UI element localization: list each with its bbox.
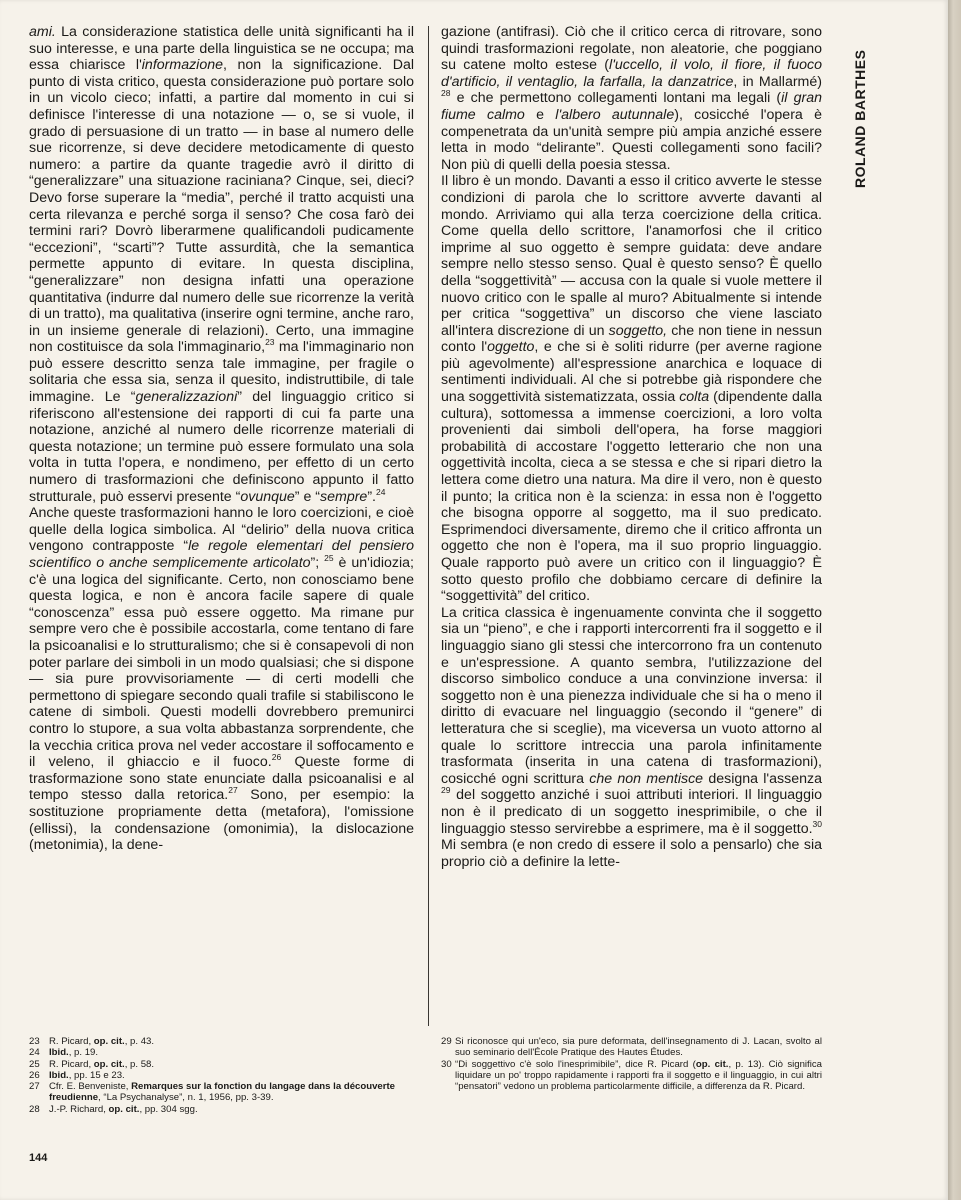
footnote: [29, 1104, 414, 1115]
italic-text: le regole elementari del pensiero scientifico o anche semplicemente articolato: [29, 538, 415, 571]
text-run: , p. 58.: [124, 1058, 155, 1070]
footnotes-right: [441, 1036, 822, 1092]
text-run: Anche queste trasformazioni hanno le loro coercizioni, e cioè quelle della logica simbolica. Al “delirio” della nuova critica vengono contrapposte “: [29, 505, 414, 555]
text-run: La critica classica è ingenuamente convinta che il soggetto sia un “pieno”, e che i rapporti intercorrenti fra il soggetto e il linguaggio siano gli stessi che intercorrono fra un contenuto e un'espressione. A quanto sembra, l'utilizzazione del discorso simbolico conduce a una convinzione inversa: il soggetto non è una pienezza individuale che si ha o meno il diritto di evacuare nel linguaggio (secondo il “genere” di letteratura che si sceglie), ma viceversa un vuoto attorno al quale lo scrittore intreccia una parola infinitamente trasformata (inserita in una catena di trasformazioni), cosicché ogni scrittura: [441, 604, 822, 787]
italic-text: generalizzazioni: [135, 389, 238, 406]
italic-text: ovunque: [240, 488, 295, 505]
text-run: è un'idiozia; c'è una logica del significante. Certo, non conosciamo bene questa logica, e non è ancora facile sapere di quale “conoscenza” essa può essere oggetto. Ma rimane pur sempre vero che è possibile accostarla, come tentano di fare la psicoanalisi e lo strutturalismo; che si è consapevoli di non poter parlare dei simboli in un modo qualsiasi; che si dispone — sia pure provvisoriamente — di certi modelli che permettono di spiegare secondo quali trafile si stabiliscono le catene di simboli. Questi modelli dovrebbero premunirci contro lo stupore, a sua volta abbastanza sorprendente, che la vecchia critica prova nel veder accostare il soffocamento e il veleno, il ghiaccio e il fuoco.: [29, 555, 414, 771]
text-run: che non tiene in nessun conto l': [441, 322, 823, 356]
italic-text: soggetto,: [608, 322, 668, 339]
text-run: designa l'assenza: [703, 770, 822, 787]
text-run: La considerazione statistica delle unità significanti ha il suo interesse, e una parte della linguistica se ne occupa; ma essa chiarisce l': [29, 24, 414, 74]
bold-text: Remarques sur la fonction du langage dans la découverte freudienne: [49, 1081, 396, 1104]
italic-text: il gran fiume calmo: [441, 90, 822, 123]
footnote-number: 23: [29, 1036, 40, 1047]
left-text-column: [29, 24, 414, 854]
footnote: [29, 1081, 414, 1104]
text-run: “Di soggettivo c'è solo l'inesprimibile”, dice R. Picard (: [455, 1058, 696, 1070]
footnote-ref: 23: [265, 337, 275, 348]
text-run: , non la significazione. Dal punto di vista critico, questa considerazione può portare solo in un vicolo cieco; infatti, a partire dal momento in cui si definisce l'interesse di una notazione — o, se si vuole, il grado di persuasione di un tratto — in base al numero delle sue ricorrenze, si deve decidere metodicamente di questo numero: a partire da quante tragedie avrò il diritto di “generalizzare” una situazione raciniana? Cinque, sei, dieci? Devo forse superare la “media”, perché il tratto acquisti una certa rilevanza e perché sorga il senso? Che cosa farò dei termini rari? Dovrò liberarmene qualificandoli pudicamente “eccezioni”, “scarti”? Tutte assurdità, che la semantica permette appunto di evitare. In questa disciplina, “generalizzare” non designa infatti una operazione quantitativa (indurre dal numero delle sue ricorrenze la verità di un tratto), ma qualitativa (inserire ogni termine, anche raro, in un insieme generale di relazioni). Certo, una immagine non costituisce da sola l'immaginario,: [29, 57, 414, 356]
footnote-number: 30: [441, 1058, 452, 1070]
text-run: J.-P. Richard,: [49, 1103, 109, 1115]
text-run: , “La Psychanalyse”, n. 1, 1956, pp. 3-39.: [98, 1092, 274, 1104]
footnote-number: 25: [29, 1058, 40, 1070]
footnote-text: [455, 1036, 822, 1059]
footnote-ref: 24: [376, 486, 386, 497]
page-number: 144: [29, 1152, 48, 1164]
text-run: Il libro è un mondo. Davanti a esso il critico avverte le stesse condizioni di parola che lo scrittore avverte davanti al mondo. Arriviamo qui alla terza coercizione della critica. Come quella dello scrittore, l'anamorfosi che il critico imprime al suo oggetto è sempre guidata: deve andare sempre nello stesso senso. Qual è questo senso? È quello della “soggettività” — accusa con la quale si vuole mettere il nuovo critico con le spalle al muro? Abitualmente si intende per critica “soggettiva” un discorso che viene lasciato all'intera discrezione di un: [441, 173, 822, 339]
text-run: , p. 19.: [68, 1047, 99, 1059]
footnote-ref: 25: [324, 553, 334, 563]
text-run: Queste forme di trasformazione sono state enunciate dalla psicoanalisi e al tempo stesso dalla retorica.: [29, 754, 414, 804]
footnote-number: 28: [29, 1103, 40, 1115]
italic-text: informazione: [141, 57, 224, 74]
text-run: R. Picard,: [49, 1058, 94, 1070]
footnote-text: [49, 1104, 414, 1115]
footnote-number: 26: [29, 1069, 40, 1081]
bold-text: op. cit.: [695, 1058, 729, 1070]
text-run: , pp. 15 e 23.: [68, 1069, 125, 1081]
right-text-column: [441, 24, 822, 870]
footnote: [29, 1059, 414, 1070]
italic-text: l'uccello, il volo, il fiore, il fuoco d'artificio, il ventaglio, la farfalla, la danzatrice: [441, 57, 822, 90]
paragraph: [29, 505, 414, 853]
text-run: Cfr. E. Benveniste,: [49, 1081, 132, 1093]
bold-text: Ibid.: [49, 1069, 69, 1081]
text-run: ”;: [310, 555, 325, 571]
text-run: ), cosicché l'opera è compenetrata da un'unità sempre più ampia anziché essere letta in modo “delirante”. Questi collegamenti sono facili? Non più di quelli della poesia stessa.: [441, 106, 822, 173]
footnote: [29, 1036, 414, 1047]
footnote-ref: 28: [441, 88, 451, 99]
text-run: Sono, per esempio: la sostituzione propriamente detta (metafora), l'omissione (ellissi), la condensazione (omonimia), la dislocazione (metonimia), la dene-: [29, 787, 414, 854]
bold-text: Ibid.: [49, 1047, 69, 1059]
italic-text: l'albero autunnale: [555, 106, 675, 123]
text-run: , p. 13). Ciò significa liquidare un po' troppo rapidamente i rapporti fra il soggetto e il linguaggio, in cui altri “pensatori” vedono un problema particolarmente difficile, a differenza da R. Picard.: [455, 1058, 822, 1093]
footnote: [441, 1036, 822, 1059]
bold-text: op. cit.: [93, 1058, 125, 1070]
footnote: [29, 1070, 414, 1081]
text-run: , in Mallarmé): [733, 73, 822, 90]
footnote-number: 27: [29, 1081, 40, 1093]
footnote-ref: 26: [271, 752, 282, 763]
italic-text: che non mentisce: [589, 770, 704, 787]
footnote-ref: 30: [812, 818, 822, 829]
footnote-number: 29: [441, 1036, 452, 1047]
text-run: Si riconosce qui un'eco, sia pure deformata, dell'insegnamento di J. Lacan, svolto al suo seminario dell'École Pratique des Hautes Études.: [455, 1036, 822, 1059]
footnote-text: [49, 1070, 414, 1081]
text-run: , pp. 304 sgg.: [139, 1103, 198, 1115]
text-run: ma l'immaginario non può essere descritto senza tale immagine, per fragile o solitaria che essa sia, senza il quesito, indistruttibile, di tale immagine. Le “: [29, 339, 414, 406]
footnote-text: [49, 1081, 414, 1104]
footnote-text: [49, 1059, 414, 1070]
text-run: , p. 43.: [124, 1036, 155, 1047]
running-head-author: ROLAND BARTHES: [852, 49, 868, 188]
text-run: e: [524, 106, 556, 123]
paragraph: [441, 605, 822, 871]
text-run: e che permettono collegamenti lontani ma legali (: [450, 90, 782, 107]
italic-text: colta: [679, 389, 710, 406]
footnotes-left: [29, 1036, 414, 1115]
book-binding-edge: [948, 0, 961, 1200]
text-run: R. Picard,: [49, 1036, 94, 1047]
footnote-number: 24: [29, 1047, 40, 1059]
paragraph: [441, 173, 822, 604]
running-head: [852, 38, 874, 188]
column-divider: [428, 26, 429, 1026]
text-run: ”.: [367, 488, 376, 505]
text-run: gazione (antifrasi). Ciò che il critico cerca di ritrovare, sono quindi trasformazioni regolate, non aleatorie, che poggiano su catene molto estese (: [441, 24, 822, 74]
italic-text: ami.: [29, 24, 56, 40]
text-run: Mi sembra (e non credo di essere il solo a pensarlo) che sia proprio ciò a definire la lette-: [441, 837, 822, 870]
italic-text: sempre: [320, 488, 368, 505]
text-run: ” e “: [294, 488, 321, 505]
paragraph: [29, 24, 414, 505]
italic-text: oggetto: [487, 339, 535, 356]
footnote-ref: 29: [441, 785, 451, 796]
text-run: (dipendente dalla cultura), sottomessa a immense coercizioni, a loro volta provenienti dai simboli dell'opera, ha forse maggiori probabilità di accostare l'oggetto letterario che non una oggettività incolta, cieca a se stessa e che si ripari dietro la lettera come dietro una natura. Ma dire il vero, non è questo il punto; la critica non è la scienza: in essa non è l'oggetto che bisogna opporre al soggetto, ma il suo predicato. Esprimendoci diversamente, diremo che il critico affronta un oggetto che non è l'opera, ma il suo proprio linguaggio. Quale rapporto può avere un critico con il linguaggio? È sotto questo profilo che dobbiamo cercare di definire la “soggettività” del critico.: [441, 389, 822, 605]
text-run: , e che si è soliti ridurre (per averne ragione più agevolmente) all'espressione anarchica e loquace di sentimenti individuali. Al che si potrebbe già rispondere che una soggettività sistematizzata, ossia: [441, 339, 822, 406]
bold-text: op. cit.: [108, 1103, 140, 1115]
footnote: [29, 1047, 414, 1058]
paragraph: [441, 24, 822, 173]
footnote-ref: 27: [228, 785, 238, 796]
footnote-text: [49, 1047, 414, 1058]
text-run: ” del linguaggio critico si riferiscono all'estensione dei rapporti di cui fa parte una notazione, anziché al numero delle ricorrenze materiali di questa notazione; un termine può essere formulato una sola volta in tutta l'opera, e nondimeno, per effetto di un certo numero di trasformazioni che definiscono appunto il fatto strutturale, può esservi presente “: [29, 389, 414, 505]
footnote: [441, 1059, 822, 1093]
text-run: del soggetto anziché i suoi attributi interiori. Il linguaggio non è il predicato di un soggetto inesprimibile, o che il linguaggio stesso servirebbe a esprimere, ma è il soggetto.: [441, 787, 822, 837]
footnote-text: [455, 1059, 822, 1093]
footnote-text: [49, 1036, 414, 1047]
bold-text: op. cit.: [93, 1036, 125, 1047]
